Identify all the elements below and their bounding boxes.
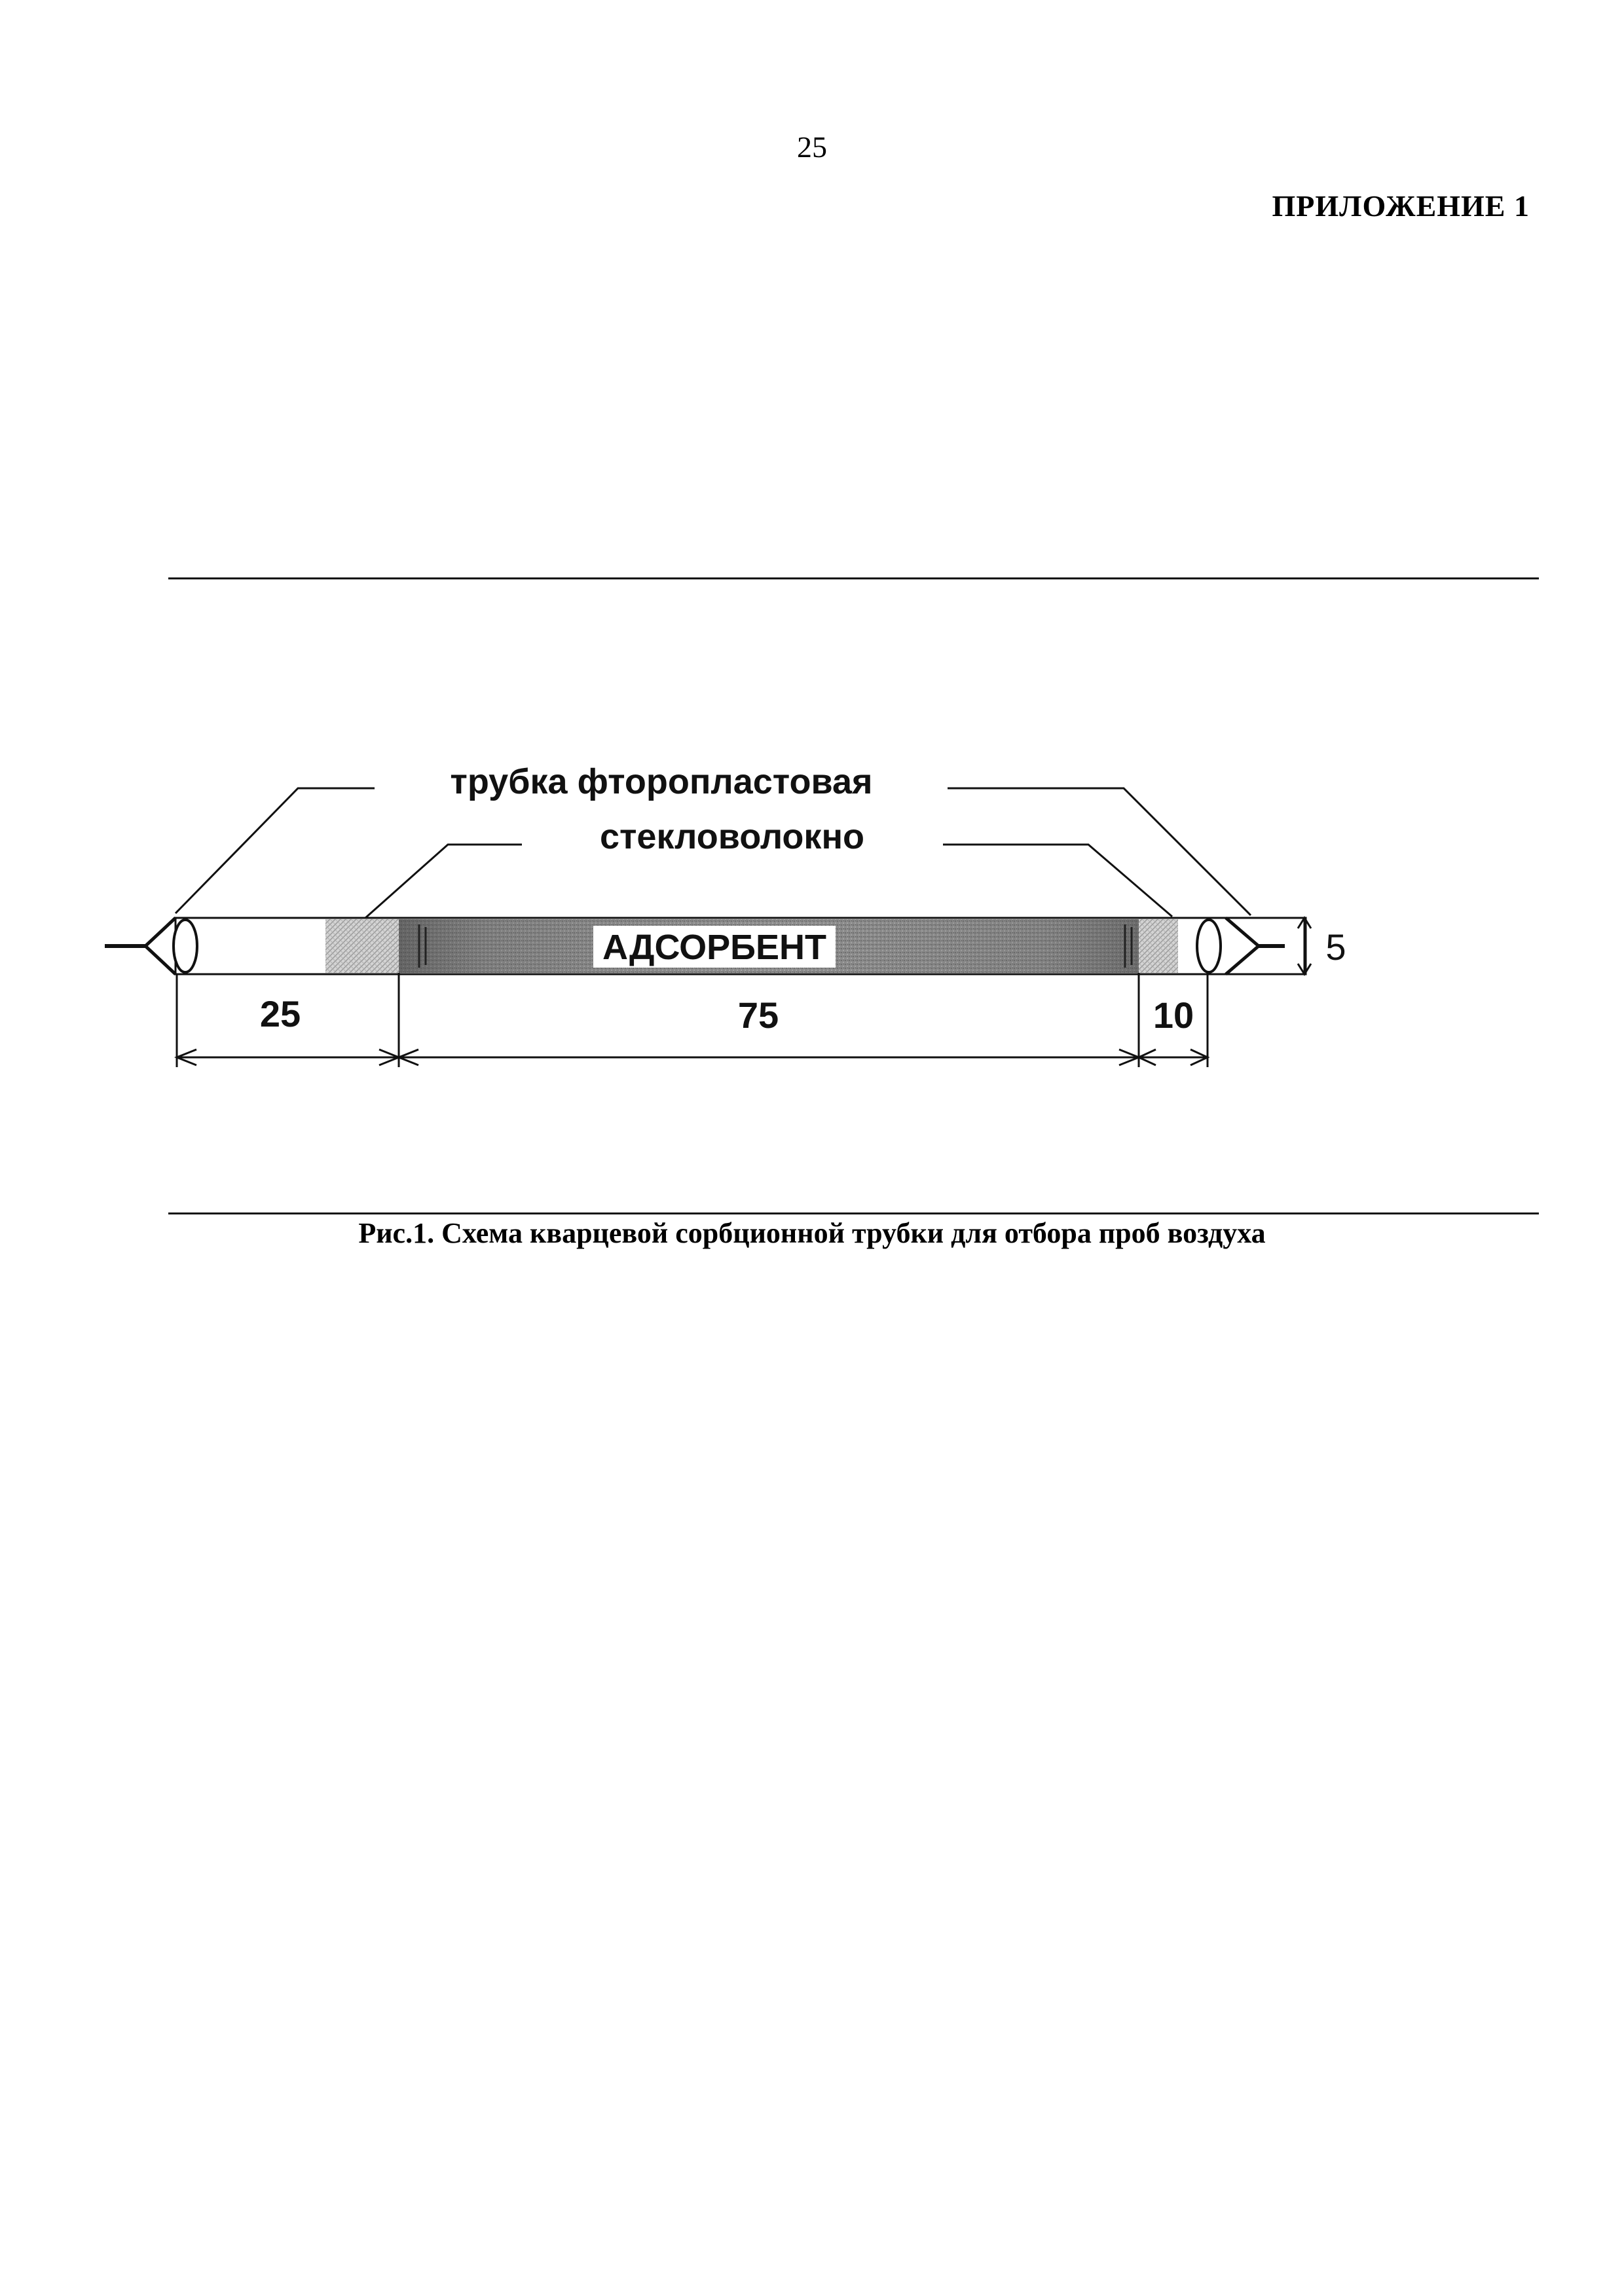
fiber-plug-left xyxy=(325,919,399,973)
figure xyxy=(0,720,1624,1126)
leader-fiber-right xyxy=(943,845,1172,917)
dim-left-text: 25 xyxy=(259,993,301,1034)
dim-right-text: 10 xyxy=(1153,994,1194,1036)
bottom-rule xyxy=(168,1212,1539,1214)
dim-diameter-text: 5 xyxy=(1325,926,1346,968)
leader-tube-left xyxy=(175,788,375,913)
leader-tube-right xyxy=(948,788,1251,915)
seal-ring-right xyxy=(1197,920,1221,972)
page-number: 25 xyxy=(797,130,827,164)
end-cap-left xyxy=(145,918,175,974)
appendix-title: ПРИЛОЖЕНИЕ 1 xyxy=(1272,189,1530,223)
fiber-plug-right xyxy=(1139,919,1178,973)
tube-diagram xyxy=(0,720,1624,1126)
label-fiber: стекловолокно xyxy=(599,817,865,856)
figure-caption: Рис.1. Схема кварцевой сорбционной трубки для отбора проб воздуха xyxy=(358,1217,1266,1249)
label-tube: трубка фторопластовая xyxy=(450,762,873,801)
dim-middle-text: 75 xyxy=(737,994,779,1036)
seal-ring-left xyxy=(174,920,197,972)
label-adsorbent: АДСОРБЕНТ xyxy=(602,928,826,967)
leader-fiber-left xyxy=(365,845,522,918)
top-rule xyxy=(168,577,1539,579)
